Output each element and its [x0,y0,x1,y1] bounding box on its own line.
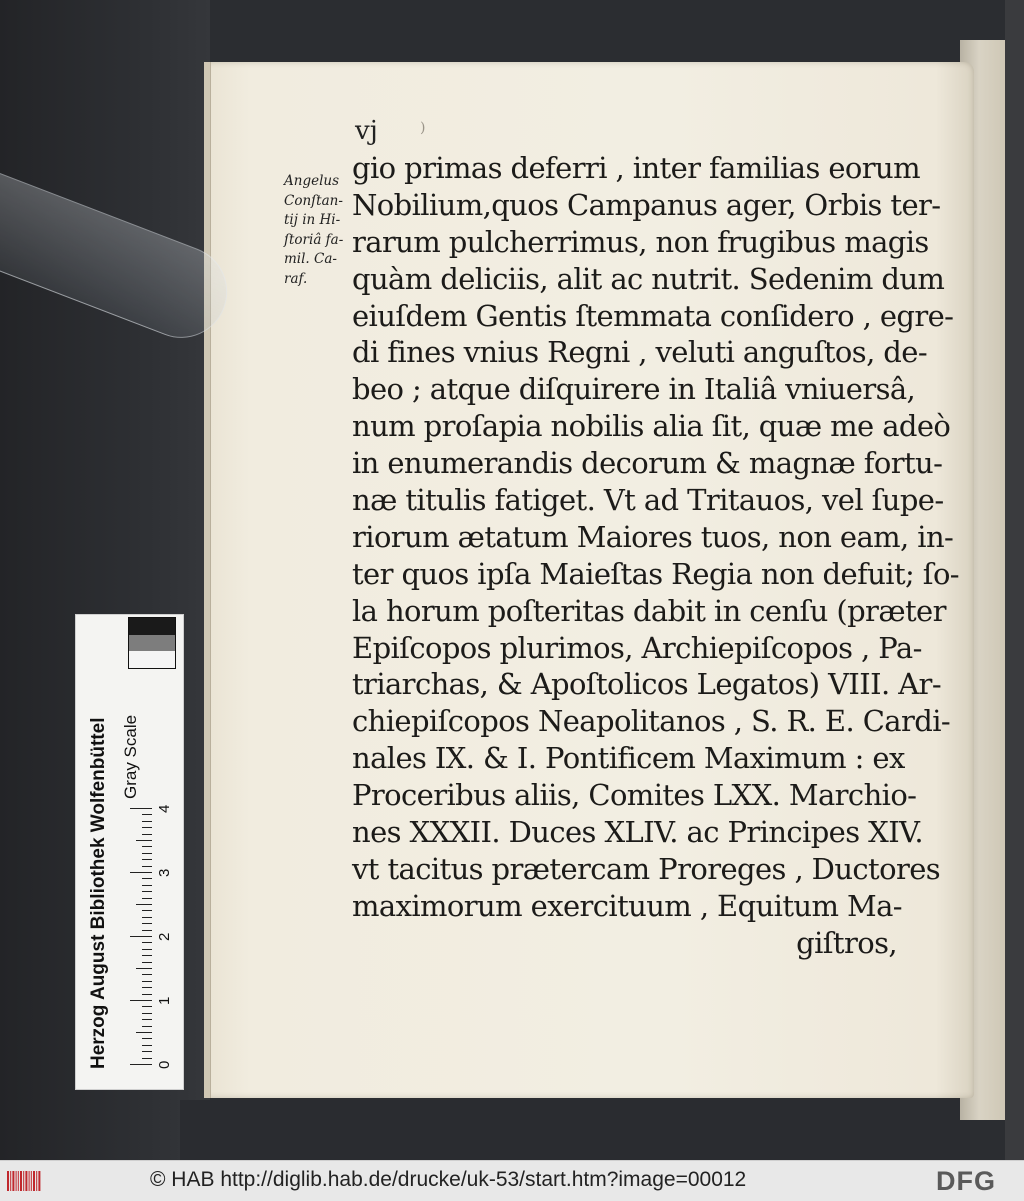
ruler-tick [142,930,152,931]
marginal-note-line: ſtoriâ fa- [284,231,344,248]
ruler-number: 4 [156,804,173,813]
marginal-note-line: Angelus [284,173,340,189]
gray-swatch [129,618,175,635]
text-line: næ titulis fatiget. Vt ad Tritauos, vel ſupe- [352,483,944,518]
gray-scale-label: Gray Scale [121,714,140,799]
text-line: vt tacitus prætercam Proreges , Ductores [352,851,941,886]
marginal-note-line: raf. [284,270,308,287]
text-line: triarchas, & Apoſtolicos Legatos) VIII. Ar- [352,667,942,702]
ruler-tick [142,942,152,943]
ruler-library-name: Herzog August Bibliothek Wolfenbüttel [88,717,109,1069]
text-line: Epiſcopos plurimos, Archiepiſcopos , Pa- [352,630,922,665]
ruler-tick [130,1064,152,1065]
ruler-tick [142,866,152,867]
ruler-tick [136,904,152,905]
gray-scale-swatches [128,617,176,669]
text-line: Nobilium,quos Campanus ager, Orbis ter- [352,187,941,222]
text-line-catchword: giſtros, [796,925,897,960]
marginal-note [284,172,354,289]
text-line: quàm deliciis, alit ac nutrit. Sedenim dum [352,261,945,296]
ruler-tick [142,878,152,879]
ruler-tick [142,814,152,815]
ruler-number: 0 [156,1060,173,1069]
dfg-logo: DFG [936,1166,996,1196]
marginal-note-line: Conſtan- [284,192,343,209]
ruler-tick [142,898,152,899]
ruler-rotated-content [76,615,183,1089]
ruler-tick [130,872,152,873]
text-line: num proſapia nobilis alia ſit, quæ me adeò [352,409,951,444]
ruler-tick [130,808,152,809]
hab-barcode-logo-icon [6,1169,46,1193]
ruler-tick [142,1038,152,1039]
ruler-tick [136,968,152,969]
text-line: riorum ætatum Maiores tuos, non eam, in- [352,519,954,554]
ruler-tick [142,949,152,950]
ruler-tick [142,827,152,828]
page-number: vj [355,116,378,146]
ruler-tick [142,994,152,995]
text-line: maximorum exercituum , Equitum Ma- [352,888,902,923]
text-line: Proceribus aliis, Comites LXX. Marchio- [352,778,917,813]
page-body-text [352,150,959,962]
ruler-tick [142,853,152,854]
text-line: eiuſdem Gentis ſtemmata conſidero , egre- [352,298,954,333]
ruler-tick [142,891,152,892]
ruler-tick [142,885,152,886]
ruler-tick [142,1051,152,1052]
ruler-tick [142,1045,152,1046]
gray-swatch [129,635,175,652]
text-line: beo ; atque diſquirere in Italiâ vniuersâ, [352,372,916,407]
marginal-note-line: tij in Hi- [284,212,341,228]
ruler-tick [142,917,152,918]
ruler-tick [130,936,152,937]
text-line: la horum poſteritas dabit in cenſu (præter [352,593,946,628]
ruler-tick [142,834,152,835]
ruler-tick [142,923,152,924]
book-cover-bottom [180,1100,970,1160]
text-line: di fines vnius Regni , veluti anguſtos, de- [352,335,928,370]
marginal-note-line: mil. Ca- [284,251,337,267]
ruler-tick [142,1026,152,1027]
ruler-tick [136,840,152,841]
text-line: in enumerandis decorum & magnæ fortu- [352,446,943,481]
ruler-tick [142,1019,152,1020]
faint-mark: ) [420,120,426,136]
ruler-tick [142,981,152,982]
ruler-tick [142,962,152,963]
copyright-url-text[interactable]: © HAB http://diglib.hab.de/drucke/uk-53/start.htm?image=00012 [150,1168,747,1191]
text-line: ter quos ipſa Maieſtas Regia non defuit; ſo- [352,556,959,591]
ruler-tick [142,1006,152,1007]
ruler-tick [142,1058,152,1059]
gray-swatch [129,651,175,668]
ruler-tick [142,955,152,956]
ruler-tick [142,987,152,988]
ruler-tick [142,974,152,975]
ruler-tick [142,1013,152,1014]
ruler-tick [142,821,152,822]
footer-bar [0,1160,1024,1201]
text-line: nales IX. & I. Pontificem Maximum : ex [352,741,905,776]
ruler-number: 1 [156,996,173,1005]
ruler-tick [142,910,152,911]
ruler-tick [130,1000,152,1001]
page-gutter-edge [204,62,211,1098]
book-spine-edge [1005,0,1024,1160]
text-line: gio primas deferri , inter familias eorum [352,151,921,185]
text-line: rarum pulcherrimus, non frugibus magis [352,224,929,259]
text-line: chiepiſcopos Neapolitanos , S. R. E. Cardi- [352,704,951,739]
ruler-tick [142,859,152,860]
ruler-number: 2 [156,932,173,941]
ruler-tick [142,846,152,847]
scale-ruler [75,614,184,1090]
ruler-tick [136,1032,152,1033]
text-line: nes XXXII. Duces XLIV. ac Principes XIV. [352,815,923,850]
ruler-number: 3 [156,868,173,877]
